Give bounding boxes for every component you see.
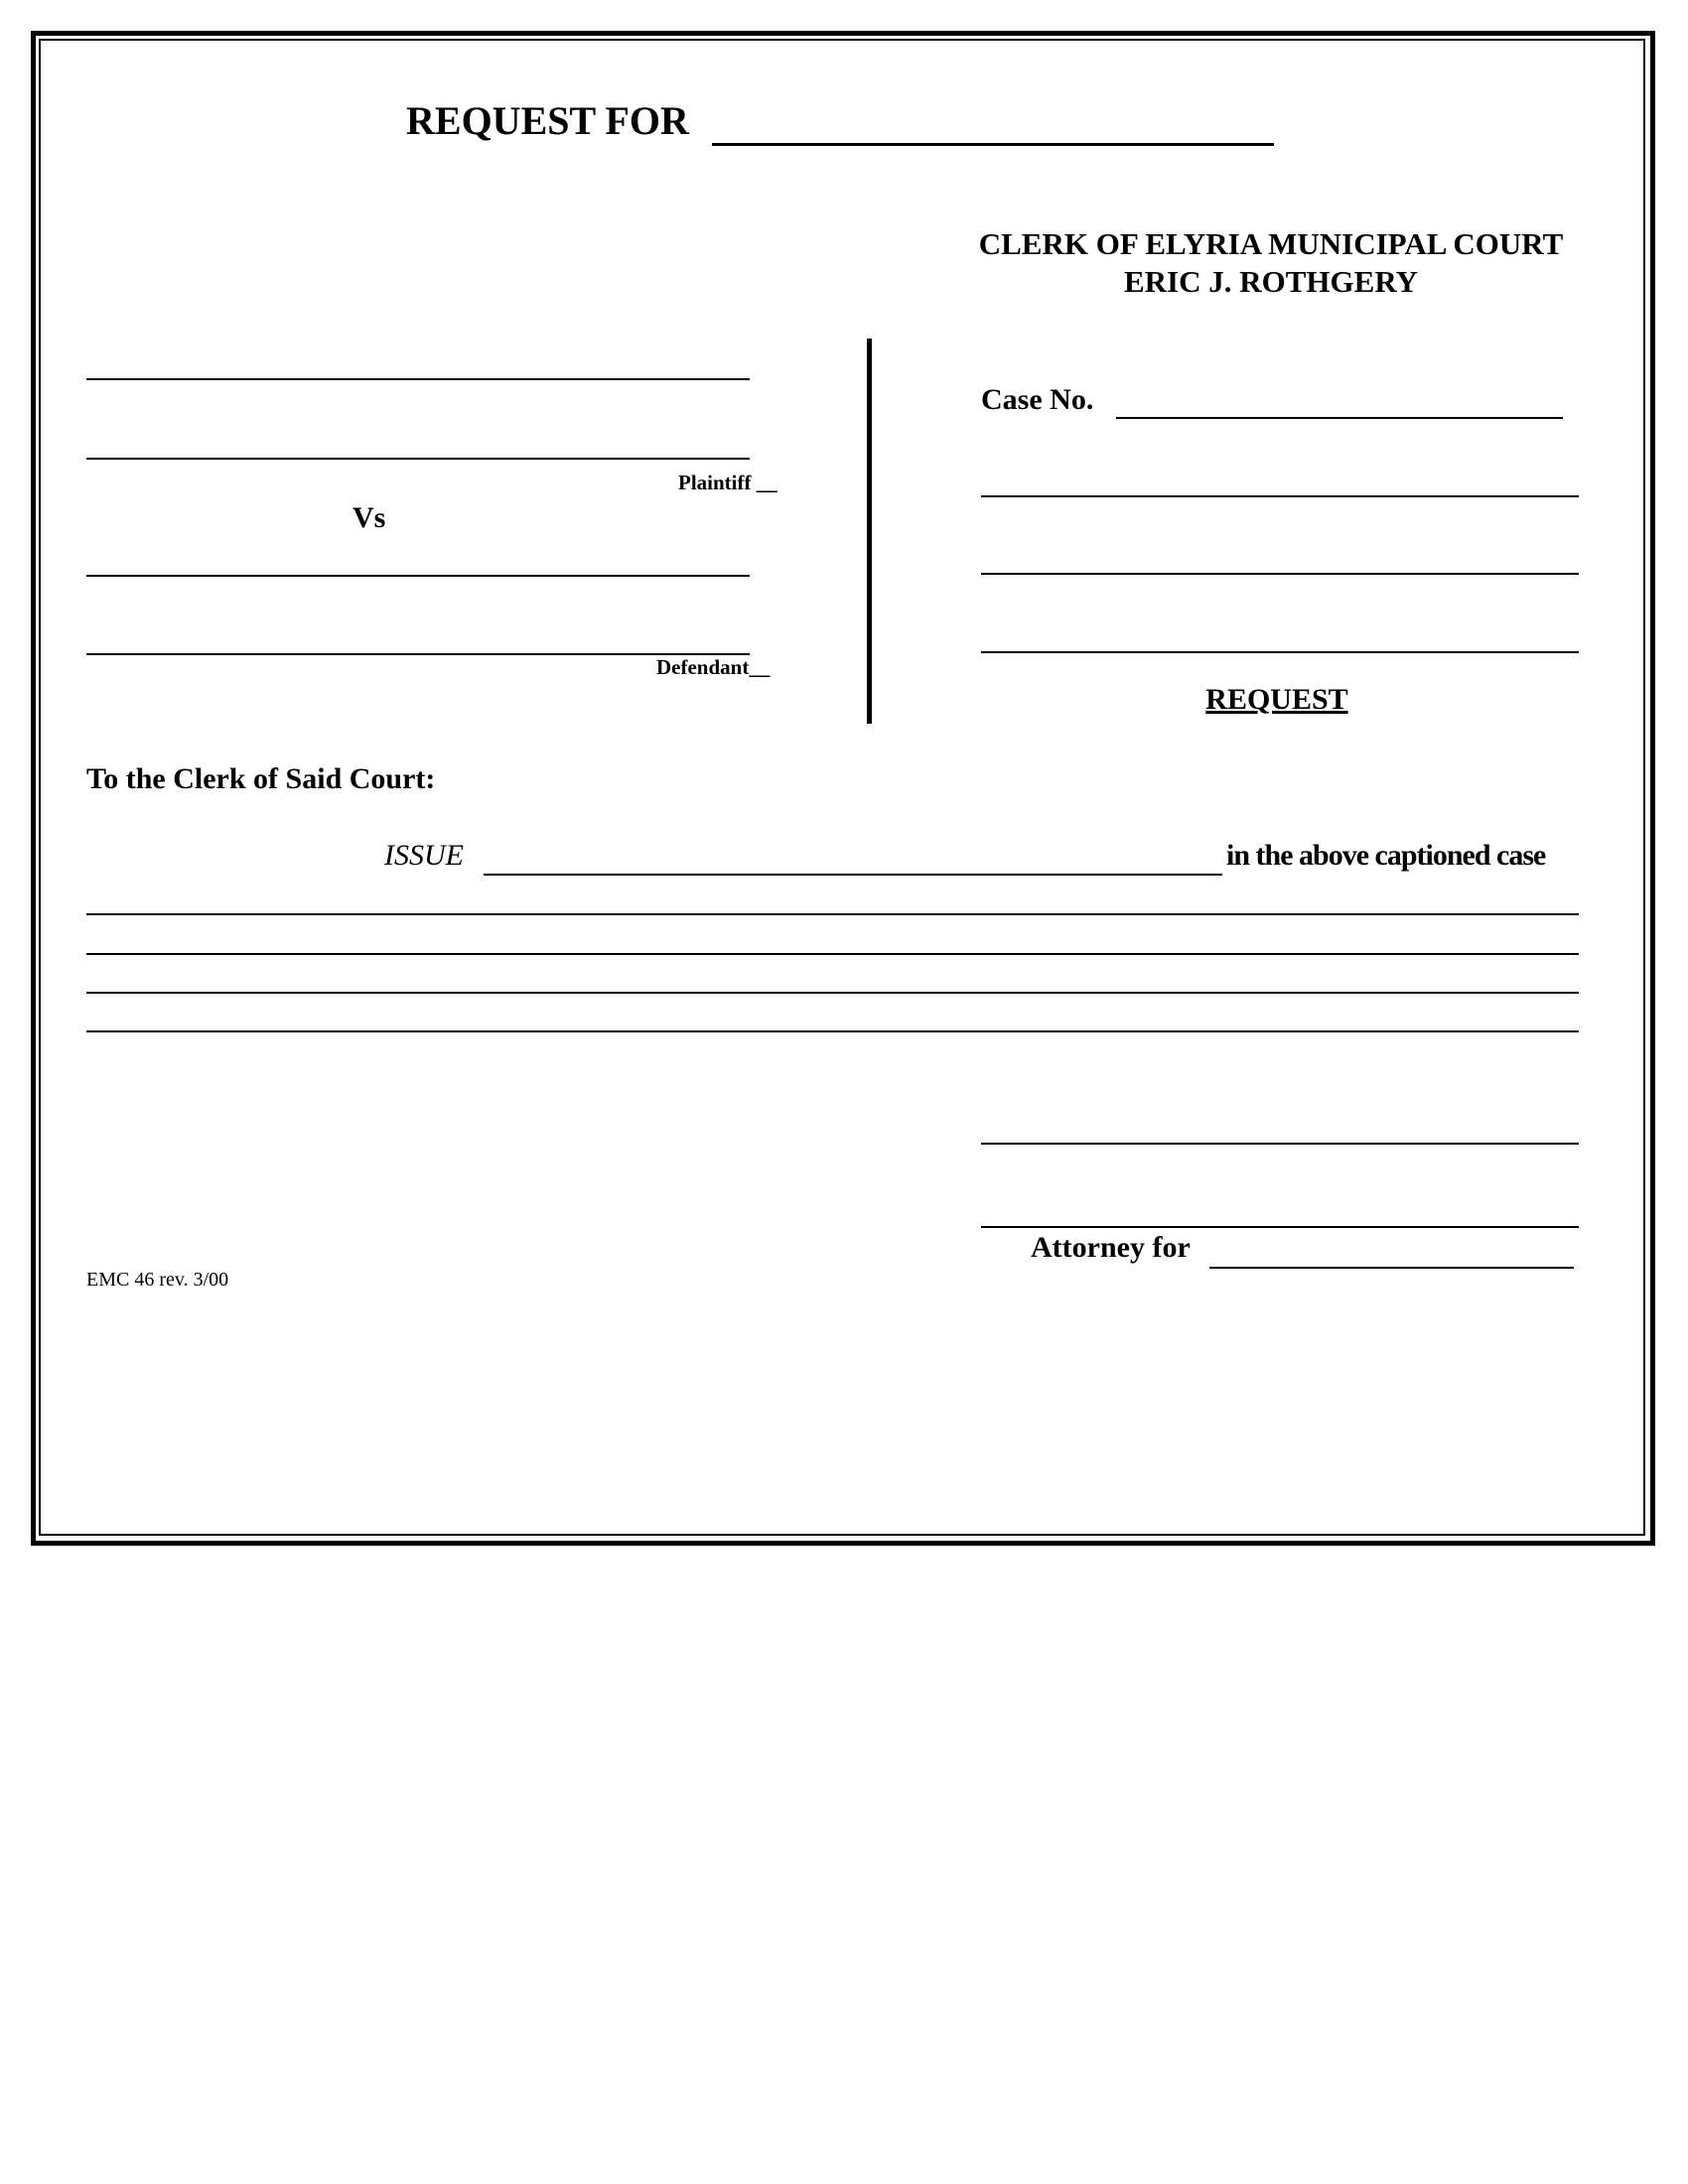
case-info-field-1[interactable] — [981, 495, 1579, 497]
case-no-label: Case No. — [981, 383, 1094, 416]
defendant-field-2[interactable] — [86, 653, 750, 655]
detail-line-3[interactable] — [86, 992, 1579, 994]
plaintiff-field-1[interactable] — [86, 378, 750, 380]
vs-label: Vs — [352, 501, 386, 534]
attorney-name-field[interactable] — [981, 1226, 1579, 1228]
plaintiff-field-2[interactable] — [86, 458, 750, 460]
detail-line-2[interactable] — [86, 953, 1579, 955]
form-code: EMC 46 rev. 3/00 — [86, 1269, 229, 1291]
salutation: To the Clerk of Said Court: — [86, 762, 436, 795]
case-info-field-2[interactable] — [981, 573, 1579, 575]
form-title: REQUEST FOR — [406, 98, 689, 143]
plaintiff-label: Plaintiff __ — [678, 471, 777, 494]
issue-field[interactable] — [484, 874, 1222, 876]
caption-divider — [867, 339, 872, 724]
detail-line-4[interactable] — [86, 1030, 1579, 1032]
clerk-name: ERIC J. ROTHGERY — [1123, 264, 1419, 299]
case-no-field[interactable] — [1116, 417, 1563, 419]
detail-line-1[interactable] — [86, 913, 1579, 915]
signature-field[interactable] — [981, 1143, 1579, 1145]
court-name: CLERK OF ELYRIA MUNICIPAL COURT — [978, 226, 1564, 261]
attorney-label: Attorney for — [1031, 1231, 1191, 1264]
request-heading: REQUEST — [1205, 683, 1348, 716]
request-for-field[interactable] — [712, 143, 1274, 146]
issue-suffix: in the above captioned case — [1226, 839, 1546, 872]
case-info-field-3[interactable] — [981, 651, 1579, 653]
issue-label: ISSUE — [384, 839, 464, 872]
defendant-label: Defendant__ — [656, 655, 771, 679]
attorney-for-field[interactable] — [1209, 1267, 1574, 1269]
defendant-field-1[interactable] — [86, 575, 750, 577]
